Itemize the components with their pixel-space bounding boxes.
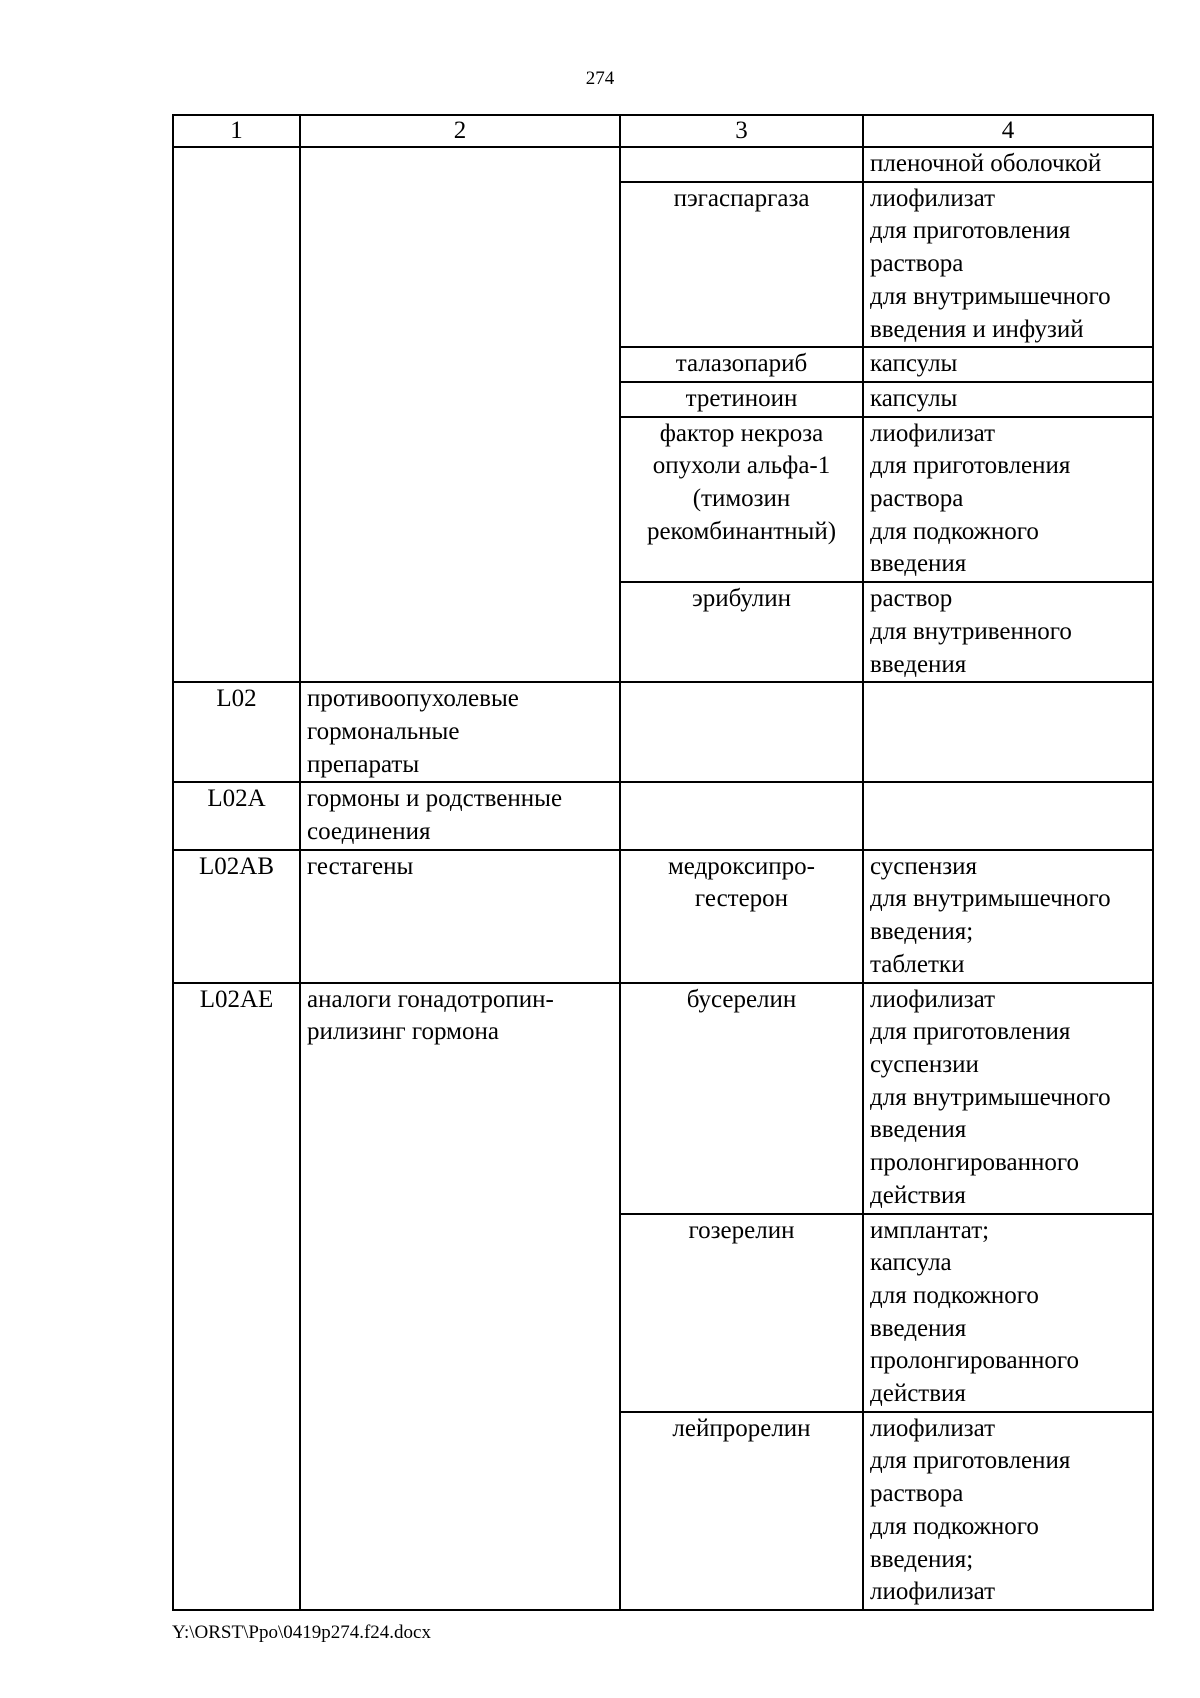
code-cell: L02AB — [173, 850, 300, 983]
cell-line: рилизинг гормона — [307, 1018, 499, 1046]
cell-line: талазопариб — [675, 350, 808, 378]
cell-line: гормоны и родственные — [307, 785, 563, 813]
code-cell: L02A — [173, 782, 300, 849]
cell-line: введения — [870, 1314, 967, 1342]
drug-cell — [620, 850, 863, 983]
cell-line: раствора — [870, 1480, 964, 1508]
cell-line: действия — [870, 1181, 966, 1209]
cell-line: противоопухолевые — [307, 685, 519, 713]
form-cell — [863, 582, 1153, 682]
cell-line: для приготовления — [870, 1018, 1071, 1046]
cell-line: пролонгированного — [870, 1347, 1079, 1375]
cell-line: для внутримышечного — [870, 282, 1111, 310]
cell-line: лиофилизат — [870, 985, 996, 1013]
code-cell: L02AE — [173, 983, 300, 1610]
drug-cell — [620, 382, 863, 417]
cell-line: раствор — [870, 585, 953, 613]
group-cell — [300, 682, 620, 782]
cell-line: введения — [870, 550, 967, 578]
drug-cell — [620, 682, 863, 782]
cell-line: капсулы — [870, 384, 958, 412]
form-cell — [863, 850, 1153, 983]
cell-line: третиноин — [685, 384, 798, 412]
drug-cell — [620, 782, 863, 849]
cell-line: для внутримышечного — [870, 1083, 1111, 1111]
cell-line: для приготовления — [870, 217, 1071, 245]
code-cell — [173, 147, 300, 682]
cell-line: эрибулин — [691, 585, 791, 613]
form-cell — [863, 347, 1153, 382]
cell-line: гозерелин — [688, 1216, 795, 1244]
form-cell — [863, 682, 1153, 782]
cell-line: для внутримышечного — [870, 885, 1111, 913]
header-col-2: 2 — [300, 115, 620, 147]
drug-cell — [620, 417, 863, 583]
cell-line: (тимозин — [692, 485, 791, 513]
cell-line: введения; — [870, 918, 974, 946]
cell-line: аналоги гонадотропин- — [307, 985, 554, 1013]
cell-line: лиофилизат — [870, 1414, 996, 1442]
cell-line: действия — [870, 1380, 966, 1408]
drug-cell — [620, 1214, 863, 1412]
table-row — [173, 850, 1153, 983]
form-cell — [863, 1412, 1153, 1610]
cell-line: соединения — [307, 818, 431, 846]
drug-cell — [620, 1412, 863, 1610]
cell-line: раствора — [870, 250, 964, 278]
form-cell — [863, 417, 1153, 583]
form-cell — [863, 382, 1153, 417]
cell-line: для приготовления — [870, 452, 1071, 480]
group-cell — [300, 147, 620, 682]
table-row — [173, 682, 1153, 782]
drug-cell — [620, 182, 863, 348]
cell-line: для приготовления — [870, 1447, 1071, 1475]
cell-line: введения — [870, 1116, 967, 1144]
cell-line: фактор некроза — [659, 419, 824, 447]
cell-line: лиофилизат — [870, 1578, 996, 1606]
cell-line: гормональные — [307, 717, 460, 745]
table-row — [173, 782, 1153, 849]
cell-line: пролонгированного — [870, 1149, 1079, 1177]
page-number: 274 — [585, 68, 615, 89]
cell-line: лиофилизат — [870, 419, 996, 447]
group-cell — [300, 850, 620, 983]
drug-cell — [620, 582, 863, 682]
cell-line: пленочной оболочкой — [870, 150, 1102, 177]
cell-line: для внутривенного — [870, 617, 1072, 645]
form-cell — [863, 782, 1153, 849]
group-cell — [300, 983, 620, 1610]
code-cell: L02 — [173, 682, 300, 782]
cell-line: рекомбинантный) — [646, 517, 837, 545]
cell-line: введения; — [870, 1545, 974, 1573]
drug-cell — [620, 147, 863, 182]
cell-line: лиофилизат — [870, 184, 996, 212]
table-row — [173, 147, 1153, 182]
cell-line: таблетки — [870, 950, 965, 978]
group-cell — [300, 782, 620, 849]
drug-cell — [620, 347, 863, 382]
cell-line: суспензии — [870, 1050, 979, 1078]
cell-line: введения и инфузий — [870, 315, 1084, 343]
cell-line: лейпрорелин — [672, 1414, 811, 1442]
cell-line: для подкожного — [870, 517, 1039, 545]
drug-table — [172, 114, 1154, 1611]
cell-line: введения — [870, 650, 967, 678]
cell-line: препараты — [307, 750, 420, 778]
cell-line: раствора — [870, 485, 964, 513]
drug-cell — [620, 983, 863, 1214]
header-row — [173, 115, 1153, 147]
cell-line: для подкожного — [870, 1512, 1039, 1540]
table-row — [173, 983, 1153, 1214]
cell-line: имплантат; — [870, 1216, 990, 1244]
cell-line: опухоли альфа-1 — [652, 452, 831, 480]
form-cell — [863, 983, 1153, 1214]
form-cell — [863, 1214, 1153, 1412]
form-cell — [863, 147, 1153, 182]
cell-line: для подкожного — [870, 1281, 1039, 1309]
cell-line: медроксипро- — [667, 852, 815, 880]
header-col-1: 1 — [173, 115, 300, 147]
cell-line: гестагены — [307, 852, 414, 880]
cell-line: бусерелин — [686, 985, 797, 1013]
cell-line: гестерон — [694, 885, 789, 913]
header-col-4: 4 — [863, 115, 1153, 147]
cell-line: капсулы — [870, 350, 958, 378]
cell-line: капсула — [870, 1249, 952, 1277]
form-cell — [863, 182, 1153, 348]
cell-line: пэгаспаргаза — [673, 184, 810, 212]
file-path-footer: Y:\ORST\Ppo\0419p274.f24.docx — [172, 1622, 431, 1643]
cell-line: суспензия — [870, 852, 977, 880]
header-col-3: 3 — [620, 115, 863, 147]
